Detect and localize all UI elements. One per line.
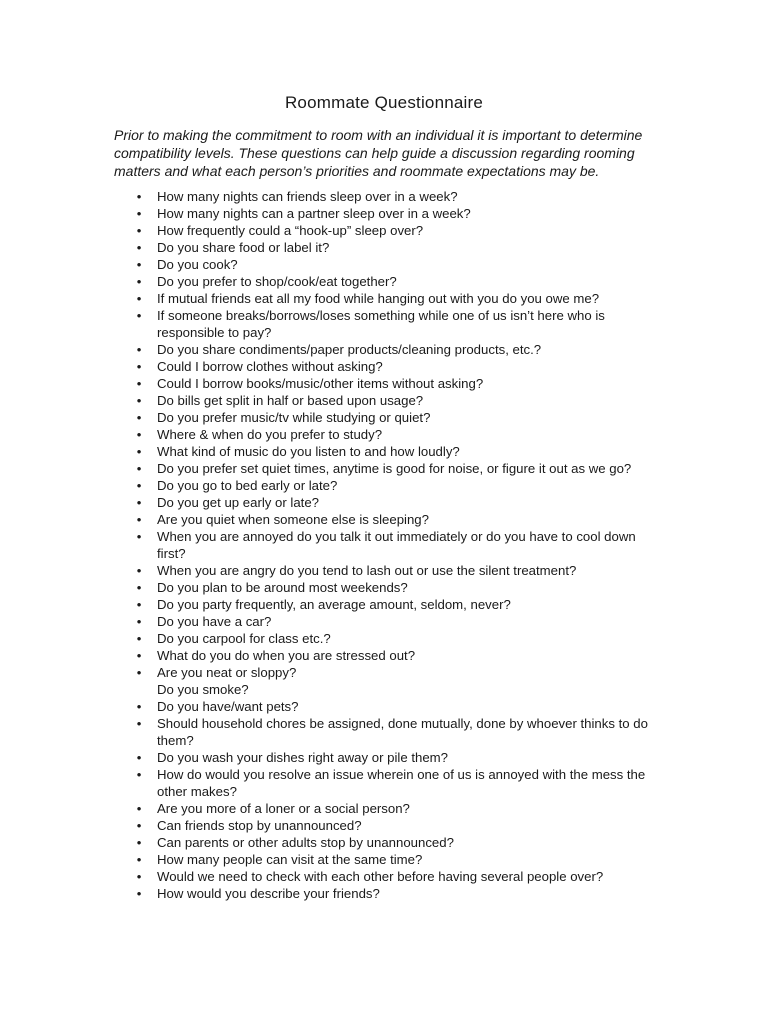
list-item: [114, 817, 654, 834]
list-item: [114, 477, 654, 494]
bullet-icon: •: [136, 274, 142, 289]
list-item: [114, 579, 654, 596]
bullet-icon: •: [136, 648, 142, 663]
bullet-icon: •: [136, 665, 142, 680]
bullet-icon: •: [136, 427, 142, 442]
bullet-icon: •: [136, 444, 142, 459]
list-item: [114, 273, 654, 290]
bullet-icon: •: [136, 461, 142, 476]
bullet-icon: •: [136, 359, 142, 374]
question-text: Do you prefer music/tv while studying or quiet?: [157, 410, 431, 425]
question-text: Would we need to check with each other before having several people over?: [157, 869, 604, 884]
question-text: Do you go to bed early or late?: [157, 478, 338, 493]
list-item: [114, 494, 654, 511]
list-item: [114, 392, 654, 409]
bullet-icon: •: [136, 699, 142, 714]
bullet-icon: •: [136, 478, 142, 493]
list-item: [114, 715, 654, 749]
list-item: [114, 749, 654, 766]
bullet-icon: •: [136, 342, 142, 357]
bullet-icon: •: [136, 886, 142, 901]
question-text: Do you party frequently, an average amount, seldom, never?: [157, 597, 511, 612]
list-item: [114, 426, 654, 443]
list-item: [114, 307, 654, 341]
list-item: [114, 630, 654, 647]
question-text: Do you prefer set quiet times, anytime is good for noise, or figure it out as we go?: [157, 461, 632, 476]
question-text: Are you quiet when someone else is sleeping?: [157, 512, 429, 527]
question-list: [114, 188, 654, 902]
list-item: [114, 868, 654, 885]
bullet-icon: •: [136, 308, 142, 323]
list-item: [114, 528, 654, 562]
question-text: Do you prefer to shop/cook/eat together?: [157, 274, 397, 289]
question-text: Do you share condiments/paper products/cleaning products, etc.?: [157, 342, 542, 357]
list-item: [114, 885, 654, 902]
list-item: [114, 851, 654, 868]
question-text: Do you have/want pets?: [157, 699, 299, 714]
bullet-icon: •: [136, 801, 142, 816]
list-item: [114, 664, 654, 681]
list-item: [114, 409, 654, 426]
list-item: [114, 239, 654, 256]
question-text: How frequently could a “hook-up” sleep over?: [157, 223, 424, 238]
list-item: [114, 222, 654, 239]
list-item: [114, 613, 654, 630]
bullet-icon: •: [136, 529, 142, 544]
list-item: [114, 800, 654, 817]
list-item: [114, 698, 654, 715]
question-text: When you are angry do you tend to lash out or use the silent treatment?: [157, 563, 577, 578]
bullet-icon: •: [136, 818, 142, 833]
bullet-icon: •: [136, 291, 142, 306]
bullet-icon: •: [136, 206, 142, 221]
question-text: When you are annoyed do you talk it out immediately or do you have to cool down first?: [157, 529, 636, 561]
question-text: Do you cook?: [157, 257, 238, 272]
question-text: If someone breaks/borrows/loses something while one of us isn’t here who is responsible to pay?: [157, 308, 605, 340]
list-item: [114, 358, 654, 375]
bullet-icon: •: [136, 257, 142, 272]
question-text: Where & when do you prefer to study?: [157, 427, 383, 442]
intro-paragraph: Prior to making the commitment to room with an individual it is important to determine compatibility levels. These questions can help guide a discussion regarding rooming matters and what each person’s priorities and roommate expectations may be.: [114, 127, 643, 179]
list-item: [114, 596, 654, 613]
question-text: Are you more of a loner or a social person?: [157, 801, 410, 816]
question-text: How many nights can a partner sleep over in a week?: [157, 206, 471, 221]
question-text: Do you smoke?: [157, 682, 249, 697]
bullet-icon: •: [136, 189, 142, 204]
bullet-icon: •: [136, 376, 142, 391]
list-item: [114, 188, 654, 205]
bullet-icon: •: [136, 716, 142, 731]
question-text: Do you share food or label it?: [157, 240, 330, 255]
list-item: [114, 256, 654, 273]
bullet-icon: •: [136, 631, 142, 646]
bullet-icon: •: [136, 750, 142, 765]
bullet-icon: •: [136, 393, 142, 408]
question-text: Do bills get split in half or based upon usage?: [157, 393, 424, 408]
bullet-icon: •: [136, 614, 142, 629]
question-text: If mutual friends eat all my food while hanging out with you do you owe me?: [157, 291, 600, 306]
question-text: How many nights can friends sleep over in a week?: [157, 189, 458, 204]
question-text: Are you neat or sloppy?: [157, 665, 297, 680]
question-text: What kind of music do you listen to and how loudly?: [157, 444, 460, 459]
bullet-icon: •: [136, 835, 142, 850]
page-title: Roommate Questionnaire: [284, 93, 484, 112]
question-text: Do you get up early or late?: [157, 495, 320, 510]
bullet-icon: •: [136, 580, 142, 595]
question-text: What do you do when you are stressed out?: [157, 648, 416, 663]
question-text: Do you plan to be around most weekends?: [157, 580, 408, 595]
list-item: [114, 834, 654, 851]
question-text: Do you wash your dishes right away or pile them?: [157, 750, 449, 765]
question-text: Should household chores be assigned, done mutually, done by whoever thinks to do them?: [157, 716, 648, 748]
list-item: [114, 511, 654, 528]
bullet-icon: •: [136, 767, 142, 782]
bullet-icon: •: [136, 852, 142, 867]
bullet-icon: •: [136, 495, 142, 510]
list-item: [114, 766, 654, 800]
list-item: [114, 460, 654, 477]
list-item: [114, 562, 654, 579]
list-item: [114, 375, 654, 392]
bullet-icon: •: [136, 240, 142, 255]
bullet-icon: •: [136, 410, 142, 425]
question-text: How many people can visit at the same time?: [157, 852, 423, 867]
question-text: Do you have a car?: [157, 614, 272, 629]
list-item: [114, 647, 654, 664]
question-text: Can parents or other adults stop by unannounced?: [157, 835, 454, 850]
list-item: [114, 341, 654, 358]
question-text: Could I borrow clothes without asking?: [157, 359, 383, 374]
question-text: How would you describe your friends?: [157, 886, 380, 901]
list-item: [114, 205, 654, 222]
bullet-icon: •: [136, 597, 142, 612]
question-text: Do you carpool for class etc.?: [157, 631, 331, 646]
bullet-icon: •: [136, 512, 142, 527]
bullet-icon: •: [136, 563, 142, 578]
list-item: [114, 681, 654, 698]
question-text: Can friends stop by unannounced?: [157, 818, 362, 833]
question-text: How do would you resolve an issue wherein one of us is annoyed with the mess the other makes?: [157, 767, 646, 799]
bullet-icon: •: [136, 869, 142, 884]
list-item: [114, 290, 654, 307]
bullet-icon: •: [136, 223, 142, 238]
question-text: Could I borrow books/music/other items without asking?: [157, 376, 484, 391]
list-item: [114, 443, 654, 460]
